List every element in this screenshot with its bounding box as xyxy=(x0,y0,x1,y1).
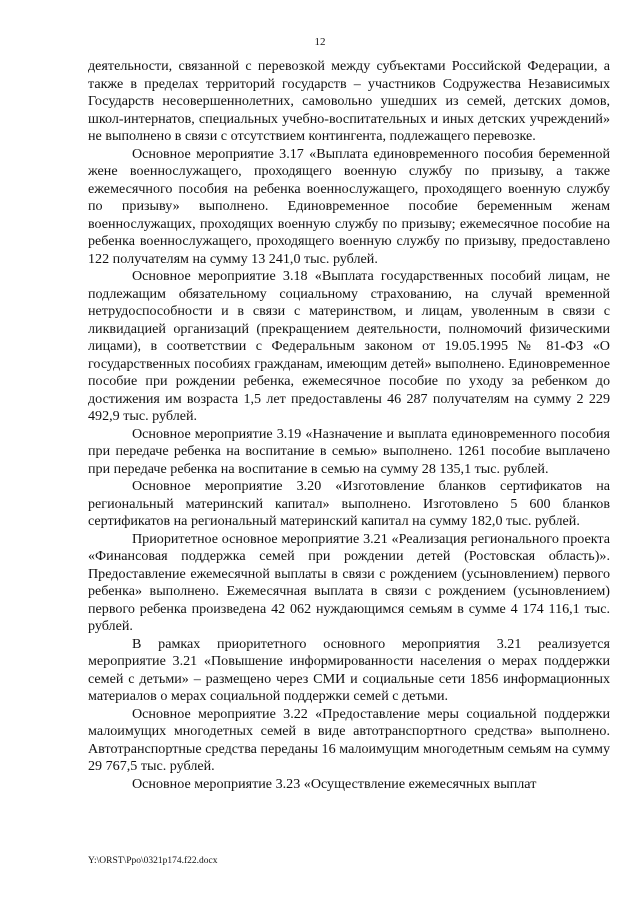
paragraph-activity-3-23: Основное мероприятие 3.23 «Осуществление ежемесячных выплат xyxy=(132,775,537,792)
paragraph-activity-3-21-info: В рамках приоритетного основного мероприятия 3.21 реализуется мероприятие 3.21 «Повышение информированности населения о мерах поддержки семей с детьми» – размещено через СМИ и социальные сети 1856 информационных материалов о мерах социальной поддержки семей с детьми. xyxy=(88,635,610,704)
paragraph-activity-3-18: Основное мероприятие 3.18 «Выплата государственных пособий лицам, не подлежащим обязательному социальному страхованию, на случай временной нетрудоспособности и в связи с материнством, и лицам, уволенным в связи с ликвидацией организаций (прекращением деятельности, полномочий физическими лицами), в соответствии с Федеральным законом от 19.05.1995 № 81-ФЗ «О государственных пособиях гражданам, имеющим детей» выполнено. Единовременное пособие при рождении ребенка, ежемесячное пособие по уходу за ребенком до достижения им возраста 1,5 лет предоставлены 46 287 получателям на сумму 2 229 492,9 тыс. рублей. xyxy=(88,268,610,424)
page-number: 12 xyxy=(314,36,326,48)
paragraph-activity-3-21: Приоритетное основное мероприятие 3.21 «Реализация регионального проекта «Финансовая поддержка семей при рождении детей (Ростовская область)». Предоставление ежемесячной выплаты в связи с рождением (усыновлением) первого ребенка» выполнено. Ежемесячная выплата в связи с рождением (усыновлением) первого ребенка произведена 42 062 нуждающимся семьям в сумме 4 174 116,1 тыс. рублей. xyxy=(88,530,610,634)
paragraph-activity-3-20: Основное мероприятие 3.20 «Изготовление бланков сертификатов на региональный материнский капитал» выполнено. Изготовлено 5 600 бланков сертификатов на региональный материнский капитал на сумму 182,0 тыс. рублей. xyxy=(88,478,610,529)
paragraph-activity-3-17: Основное мероприятие 3.17 «Выплата единовременного пособия беременной жене военнослужащего, проходящего военную службу по призыву, а также ежемесячного пособия на ребенка военнослужащего, проходящего военную службу по призыву» выполнено. Единовременное пособие беременным женам военнослужащих, проходящих военную службу по призыву; ежемесячное пособие на ребенка военнослужащего, проходящего военную службу по призыву, предоставлено 122 получателям на сумму 13 241,0 тыс. рублей. xyxy=(88,145,610,267)
paragraph-activity-3-22: Основное мероприятие 3.22 «Предоставление меры социальной поддержки малоимущих многодетных семей в виде автотранспортного средства» выполнено. Автотранспортные средства переданы 16 малоимущим многодетным семьям на сумму 29 767,5 тыс. рублей. xyxy=(88,705,610,774)
footer-file-path: Y:\ORST\Ppo\0321p174.f22.docx xyxy=(88,856,218,866)
paragraph-continuation: деятельности, связанной с перевозкой между субъектами Российской Федерации, а также в пределах территорий государств – участников Содружества Независимых Государств несовершеннолетних, самовольно ушедших из семей, детских домов, школ-интернатов, специальных учебно-воспитательных и иных детских учреждений» не выполнено в связи с отсутствием контингента, подлежащего перевозке. xyxy=(88,58,610,144)
paragraph-activity-3-19: Основное мероприятие 3.19 «Назначение и выплата единовременного пособия при передаче ребенка на воспитание в семью» выполнено. 1261 пособие выплачено при передаче ребенка на воспитание в семью на сумму 28 135,1 тыс. рублей. xyxy=(88,425,610,477)
body-text xyxy=(88,58,610,793)
